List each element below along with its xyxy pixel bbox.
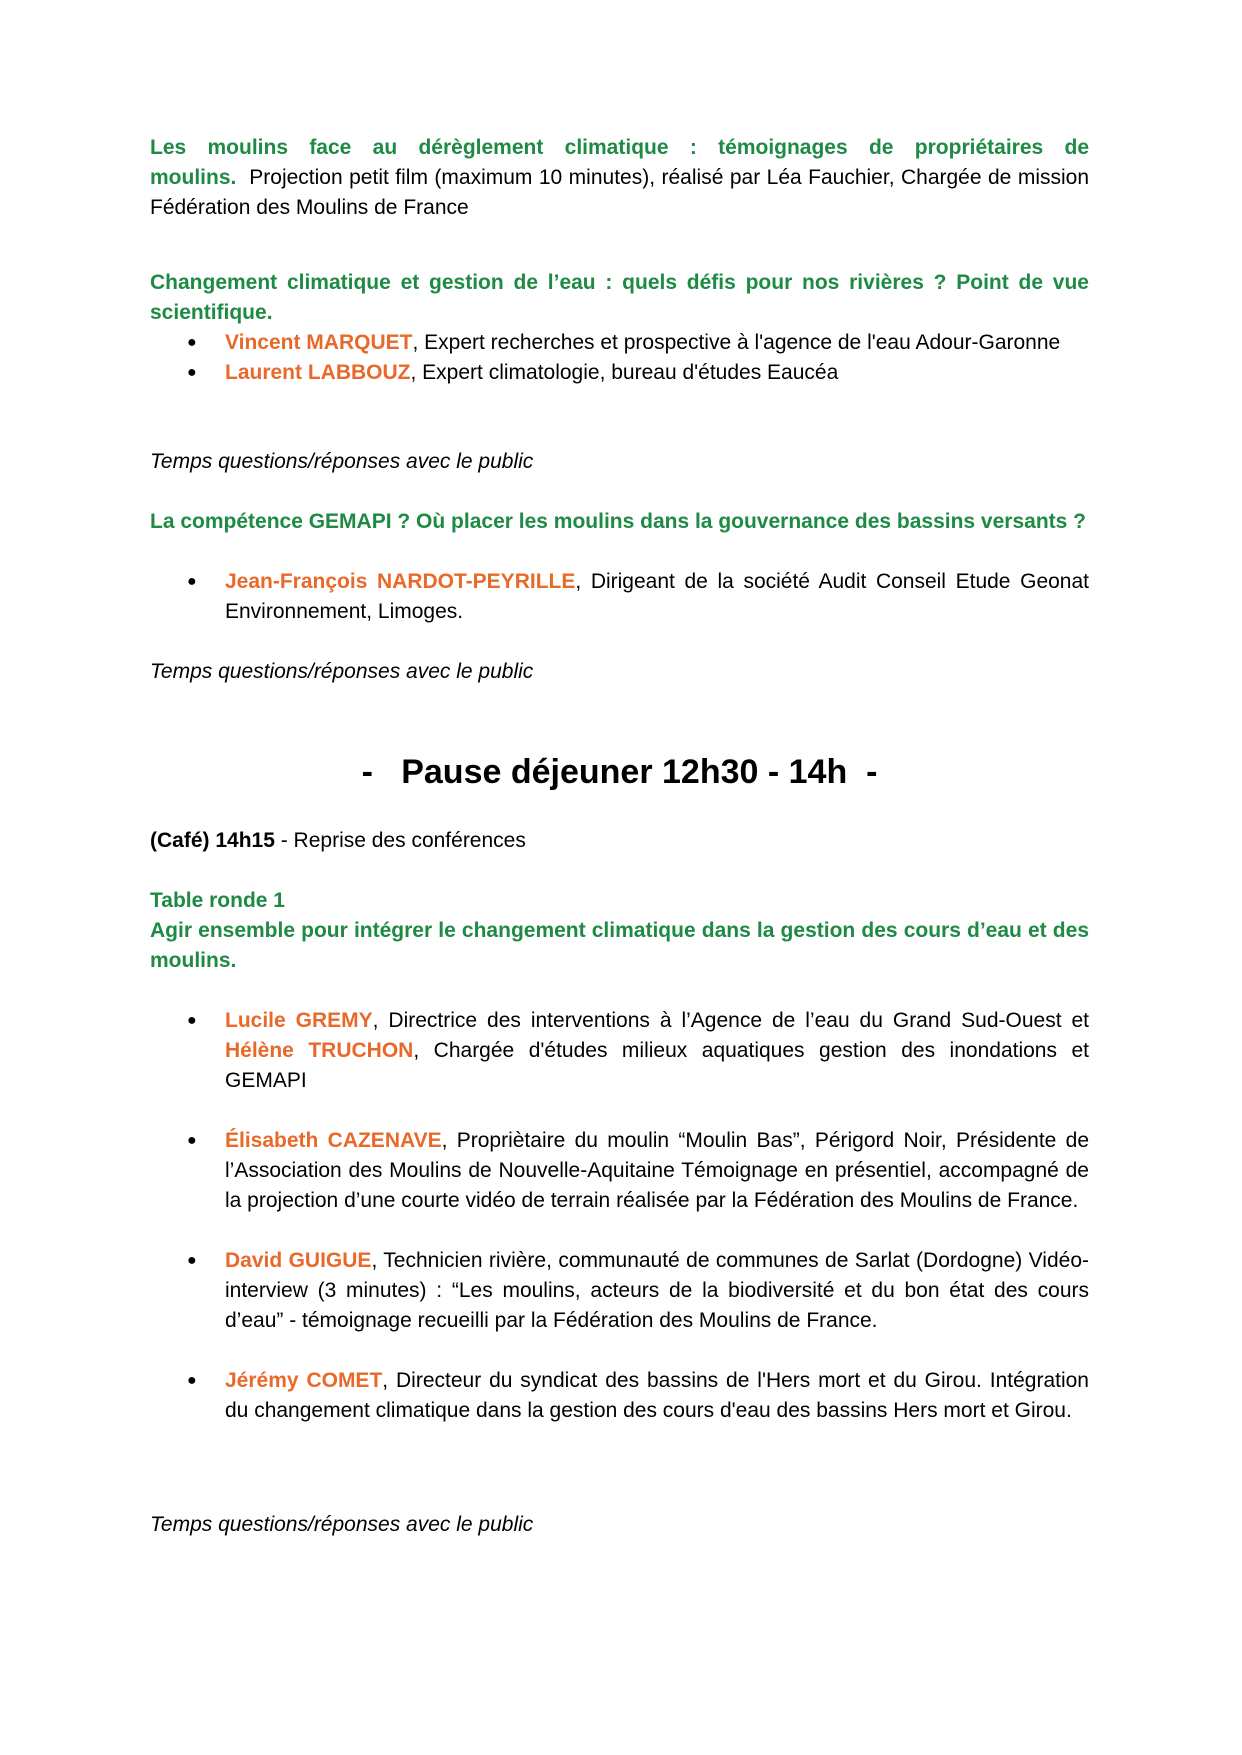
- round-table-label: Table ronde 1: [150, 889, 285, 912]
- list-item: [150, 1366, 1089, 1426]
- list-item: [150, 1006, 1089, 1096]
- speaker-desc: , Chargée d'études milieux aquatiques gestion des inondations et GEMAPI: [225, 1039, 1089, 1092]
- speaker-name: Jean-François NARDOT-PEYRILLE: [225, 570, 576, 593]
- speaker-name: Lucile GREMY: [225, 1009, 373, 1032]
- speaker-desc: , Directrice des interventions à l’Agence de l’eau du Grand Sud-Ouest et: [372, 1009, 1090, 1032]
- list-item: [150, 328, 1089, 358]
- bullet-icon: ●: [187, 364, 197, 381]
- qa-note: Temps questions/réponses avec le public: [150, 450, 534, 473]
- lunch-break-heading: - Pause déjeuner 12h30 - 14h -: [361, 753, 878, 791]
- speaker-desc: , Technicien rivière, communauté de communes de Sarlat (Dordogne) Vidéo-interview (3 minutes) : “Les moulins, acteurs de la biodiversité et du bon état des cours d’eau” - témoignage recueilli par la Fédération des Moulins de France.: [225, 1249, 1089, 1332]
- resume-text: - Reprise des conférences: [274, 829, 526, 852]
- round-table-title: Agir ensemble pour intégrer le changement climatique dans la gestion des cours d’eau et des moulins.: [150, 919, 1089, 972]
- bullet-icon: ●: [187, 1252, 197, 1269]
- resume-line: [150, 826, 1089, 856]
- list-item: [150, 567, 1089, 627]
- speaker-desc: , Propriètaire du moulin “Moulin Bas”, Périgord Noir, Présidente de l’Association des Moulins de Nouvelle-Aquitaine Témoignage en présentiel, accompagné de la projection d’une courte vidéo de terrain réalisée par la Fédération des Moulins de France.: [225, 1129, 1089, 1212]
- resume-time: (Café) 14h15: [150, 829, 275, 852]
- section-title: Les moulins face au dérèglement climatique : témoignages de propriétaires de moulins.: [150, 136, 1089, 189]
- section-body: Projection petit film (maximum 10 minutes), réalisé par Léa Fauchier, Chargée de mission Fédération des Moulins de France: [150, 166, 1090, 219]
- section-film: [150, 133, 1089, 223]
- speaker-name: Hélène TRUCHON: [225, 1039, 414, 1062]
- speaker-desc: , Expert climatologie, bureau d'études Eaucéa: [410, 361, 839, 384]
- speaker-name: Élisabeth CAZENAVE: [225, 1129, 442, 1152]
- bullet-icon: ●: [187, 1372, 197, 1389]
- bullet-icon: ●: [187, 573, 197, 590]
- bullet-icon: ●: [187, 334, 197, 351]
- round-table-speakers: [150, 1006, 1089, 1426]
- bullet-icon: ●: [187, 1132, 197, 1149]
- speaker-name: Jérémy COMET: [225, 1369, 383, 1392]
- list-item: [150, 1246, 1089, 1336]
- speaker-list-climate: [150, 328, 1089, 388]
- speaker-desc: , Directeur du syndicat des bassins de l'Hers mort et du Girou. Intégration du changement climatique dans la gestion des cours d'eau des bassins Hers mort et Girou.: [225, 1369, 1089, 1422]
- list-item: [150, 1126, 1089, 1216]
- qa-note: Temps questions/réponses avec le public: [150, 1513, 534, 1536]
- speaker-list-gemapi: [150, 567, 1089, 627]
- speaker-desc: , Expert recherches et prospective à l'agence de l'eau Adour-Garonne: [412, 331, 1061, 354]
- speaker-name: Laurent LABBOUZ: [225, 361, 411, 384]
- section-title-gemapi: La compétence GEMAPI ? Où placer les moulins dans la gouvernance des bassins versants ?: [150, 510, 1086, 533]
- qa-note: Temps questions/réponses avec le public: [150, 660, 534, 683]
- speaker-desc: , Dirigeant de la société Audit Conseil Etude Geonat Environnement, Limoges.: [225, 570, 1089, 623]
- speaker-name: Vincent MARQUET: [225, 331, 413, 354]
- list-item: [150, 358, 1089, 388]
- section-title-climate-water: Changement climatique et gestion de l’eau : quels défis pour nos rivières ? Point de vue scientifique.: [150, 271, 1089, 324]
- speaker-name: David GUIGUE: [225, 1249, 372, 1272]
- bullet-icon: ●: [187, 1012, 197, 1029]
